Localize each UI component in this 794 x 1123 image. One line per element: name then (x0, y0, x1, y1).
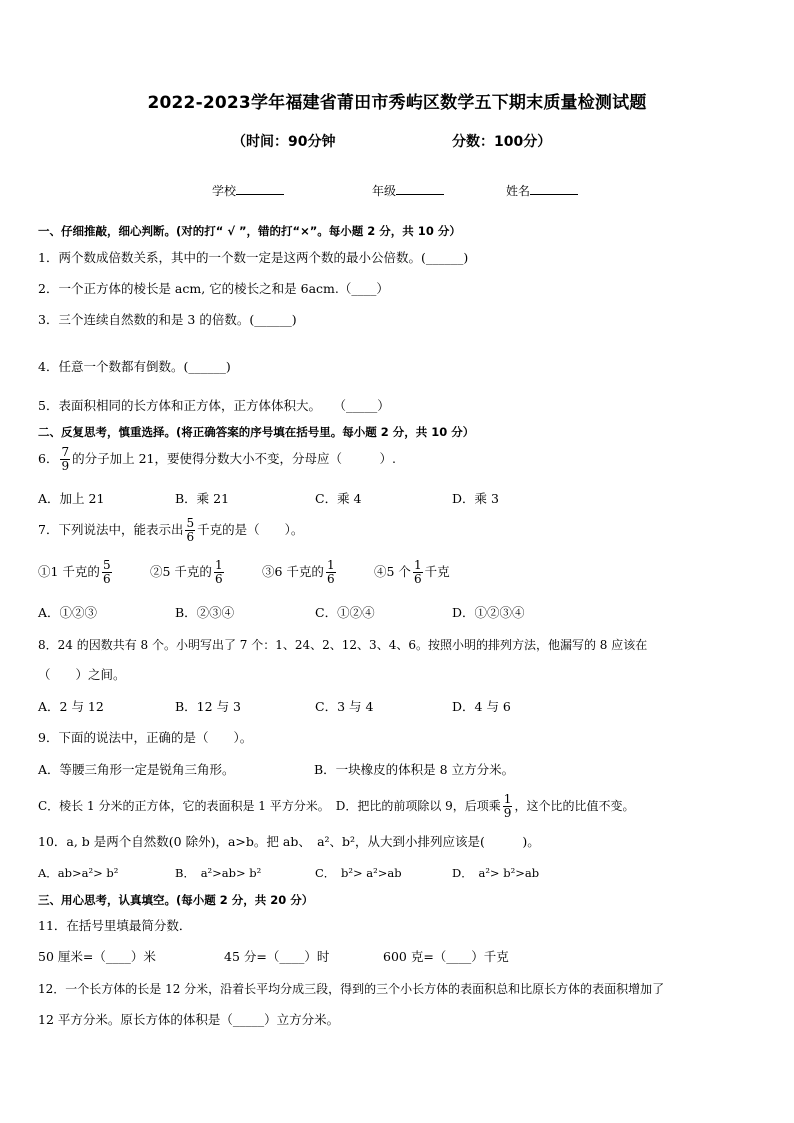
q6-option-d: D．乘 3 (452, 491, 499, 506)
q8-option-b: B．12 与 3 (175, 699, 241, 714)
q7-item-3: ③6 千克的 $\frac{1}{6}$ (262, 558, 335, 586)
grade-blank[interactable] (396, 182, 444, 195)
school-label: 学校 (212, 184, 237, 198)
exam-title: 2022-2023学年福建省莆田市秀屿区数学五下期末质量检测试题 (147, 93, 647, 113)
q7-item-4: ④5 个 $\frac{1}{6}$ 千克 (374, 558, 450, 586)
q7-stem-pre: 7．下列说法中，能表示出 (38, 522, 184, 537)
question-4: 4．任意一个数都有倒数。(______) (38, 359, 231, 374)
q10-stem: 10．a, b 是两个自然数(0 除外)，a>b。把 ab、 a²、b²，从大到小排列应该是( )。 (38, 834, 540, 849)
q7-item-2: ②5 千克的 $\frac{1}{6}$ (150, 558, 223, 586)
question-3: 3．三个连续自然数的和是 3 的倍数。(______) (38, 312, 297, 327)
question-5: 5．表面积相同的长方体和正方体，正方体体积大。 （_____） (38, 398, 390, 413)
q6-option-b: B．乘 21 (175, 491, 230, 506)
q7-stem-post: 千克的是（ ）。 (197, 522, 304, 537)
q10-option-a: A．ab>a²> b² (38, 866, 119, 880)
q10-option-d: D． a²> b²>ab (452, 866, 540, 880)
q11-item-c: 600 克=（____）千克 (383, 949, 509, 964)
total-score: 分数：100分） (452, 134, 552, 150)
grade-label: 年级 (372, 184, 397, 198)
question-2: 2．一个正方体的棱长是 acm, 它的棱长之和是 6acm.（____） (38, 281, 389, 296)
q9-stem: 9．下面的说法中，正确的是（ ）。 (38, 730, 253, 745)
q11-item-a: 50 厘米=（____）米 (38, 949, 156, 964)
q12-line2: 12 平方分米。原长方体的体积是（_____）立方分米。 (38, 1012, 340, 1027)
name-label: 姓名 (506, 184, 531, 198)
q10-option-b: B． a²>ab> b² (175, 866, 262, 880)
question-7 (38, 517, 303, 544)
q9-option-a: A．等腰三角形一定是锐角三角形。 (38, 762, 235, 777)
name-blank[interactable] (530, 182, 578, 195)
school-field[interactable] (212, 182, 284, 199)
q7-option-b: B．②③④ (175, 605, 235, 620)
section1-heading: 一、仔细推敲，细心判断。(对的打“ √ ”，错的打“×”。每小题 2 分，共 10 分） (38, 224, 461, 238)
question-6 (38, 446, 396, 473)
question-1: 1．两个数成倍数关系，其中的一个数一定是这两个数的最小公倍数。(______) (38, 250, 469, 265)
q11-item-b: 45 分=（____）时 (224, 949, 330, 964)
q6-number: 6． (38, 451, 59, 466)
section3-heading: 三、用心思考，认真填空。(每小题 2 分，共 20 分） (38, 893, 314, 907)
q6-fraction: $\frac{7}{9}$ (61, 445, 70, 473)
grade-field[interactable] (372, 182, 444, 199)
q6-option-c: C．乘 4 (315, 491, 362, 506)
q8-line1: 8．24 的因数共有 8 个。小明写出了 7 个：1、24、2、12、3、4、6。按照小明的排列方法，他漏写的 8 应该在 (38, 638, 648, 652)
q7-option-a: A．①②③ (38, 605, 98, 620)
q8-line2: （ ）之间。 (38, 667, 126, 682)
q8-option-a: A．2 与 12 (38, 699, 104, 714)
name-field[interactable] (506, 182, 578, 199)
q7-fraction: $\frac{5}{6}$ (186, 516, 195, 544)
q7-item-1: ①1 千克的 $\frac{5}{6}$ (38, 558, 111, 586)
q9-option-d: D．把比的前项除以 9，后项乘 $\frac{1}{9}$ ，这个比的比值不变。 (335, 792, 635, 820)
q9-option-b: B．一块橡皮的体积是 8 立方分米。 (314, 762, 515, 777)
q7-option-d: D．①②③④ (452, 605, 525, 620)
q9-options-cd (38, 793, 634, 820)
q12-line1: 12．一个长方体的长是 12 分米，沿着长平均分成三段，得到的三个小长方体的表面积总和比原长方体的表面积增加了 (38, 982, 665, 996)
section2-heading: 二、反复思考，慎重选择。(将正确答案的序号填在括号里。每小题 2 分，共 10 分） (38, 425, 475, 439)
q11-stem: 11．在括号里填最简分数． (38, 918, 192, 933)
q8-option-d: D．4 与 6 (452, 699, 511, 714)
school-blank[interactable] (236, 182, 284, 195)
time-limit: （时间：90分钟 (232, 134, 336, 150)
q9-option-c: C．棱长 1 分米的正方体，它的表面积是 1 平方分米。 (38, 799, 330, 813)
q6-option-a: A．加上 21 (38, 491, 105, 506)
q7-option-c: C．①②④ (315, 605, 375, 620)
q6-text: 的分子加上 21，要使得分数大小不变，分母应（ ）. (72, 451, 396, 466)
q8-option-c: C．3 与 4 (315, 699, 374, 714)
q10-option-c: C． b²> a²>ab (315, 866, 402, 880)
